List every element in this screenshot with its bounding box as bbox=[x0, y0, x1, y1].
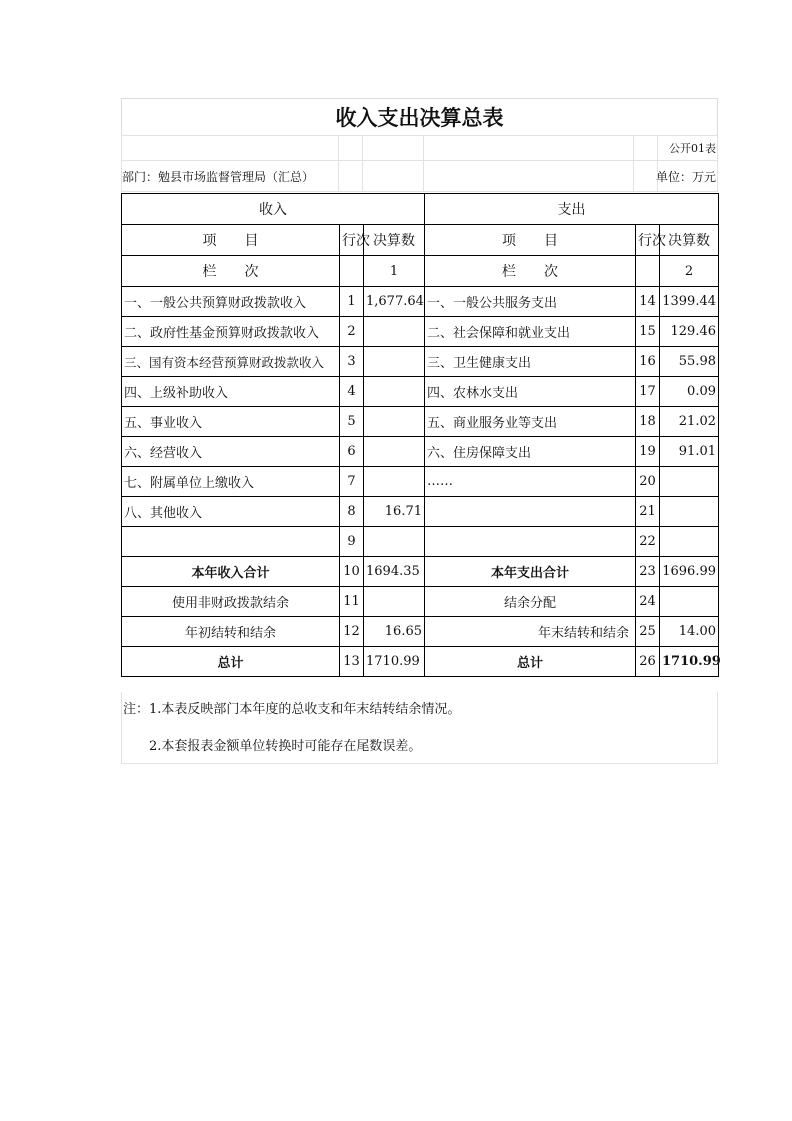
table-row bbox=[122, 377, 719, 407]
expense-item: 一、一般公共服务支出 bbox=[425, 287, 636, 317]
grid-cell bbox=[423, 135, 634, 161]
income-total-value: 1694.35 bbox=[364, 557, 425, 587]
expense-amount bbox=[660, 527, 719, 557]
income-item-header: 项 目 bbox=[122, 225, 340, 256]
income-col-number: 1 bbox=[364, 256, 425, 287]
income-amount bbox=[364, 407, 425, 437]
expense-line-no: 19 bbox=[636, 437, 660, 467]
income-total-label: 本年收入合计 bbox=[122, 557, 340, 587]
income-line-no: 4 bbox=[340, 377, 364, 407]
empty-cell bbox=[636, 256, 660, 287]
income-item: 四、上级补助收入 bbox=[122, 377, 340, 407]
grid-cell bbox=[121, 135, 339, 161]
unit-label: 单位：万元 bbox=[655, 169, 716, 184]
column-number-row bbox=[122, 256, 719, 287]
income-item: 五、事业收入 bbox=[122, 407, 340, 437]
income-amount bbox=[364, 377, 425, 407]
income-line-no: 5 bbox=[340, 407, 364, 437]
notes-section bbox=[121, 692, 718, 764]
income-line-no: 11 bbox=[340, 587, 364, 617]
income-line-no: 6 bbox=[340, 437, 364, 467]
table-row bbox=[122, 497, 719, 527]
income-amount bbox=[364, 347, 425, 377]
expense-amount bbox=[660, 497, 719, 527]
grid-cell bbox=[362, 135, 424, 161]
expense-line-no: 25 bbox=[636, 617, 660, 647]
expense-line-no: 14 bbox=[636, 287, 660, 317]
income-header: 收入 bbox=[122, 194, 425, 225]
income-amount: 1,677.64 bbox=[364, 287, 425, 317]
expense-item-header: 项 目 bbox=[425, 225, 636, 256]
income-line-no: 10 bbox=[340, 557, 364, 587]
expense-amount-header: 决算数 bbox=[660, 225, 719, 256]
expense-amount: 21.02 bbox=[660, 407, 719, 437]
expense-total-label: 本年支出合计 bbox=[425, 557, 636, 587]
income-item: 八、其他收入 bbox=[122, 497, 340, 527]
note-1: 注：1.本表反映部门本年度的总收支和年末结转结余情况。 bbox=[123, 702, 461, 717]
income-grand-total-value: 1710.99 bbox=[364, 647, 425, 677]
expense-item: …… bbox=[425, 467, 636, 497]
income-item: 二、政府性基金预算财政拨款收入 bbox=[122, 317, 340, 347]
summary-row bbox=[122, 617, 719, 647]
income-item: 七、附属单位上缴收入 bbox=[122, 467, 340, 497]
income-amount bbox=[364, 527, 425, 557]
header-columns-row bbox=[122, 225, 719, 256]
expense-line-no: 18 bbox=[636, 407, 660, 437]
income-item: 一、一般公共预算财政拨款收入 bbox=[122, 287, 340, 317]
grid-cell bbox=[338, 135, 363, 161]
expense-line-no: 23 bbox=[636, 557, 660, 587]
report-title: 收入支出决算总表 bbox=[121, 98, 718, 136]
grid-cell bbox=[423, 160, 634, 192]
income-line-no: 8 bbox=[340, 497, 364, 527]
expense-summary-value bbox=[660, 587, 719, 617]
table-row bbox=[122, 347, 719, 377]
table-row bbox=[122, 467, 719, 497]
income-line-no: 9 bbox=[340, 527, 364, 557]
expense-line-no: 21 bbox=[636, 497, 660, 527]
expense-amount: 91.01 bbox=[660, 437, 719, 467]
grid-cell bbox=[338, 160, 363, 192]
expense-item bbox=[425, 527, 636, 557]
header-section-row bbox=[122, 194, 719, 225]
table-code-row bbox=[121, 135, 718, 161]
expense-grand-total-value: 1710.99 bbox=[660, 647, 719, 677]
expense-line-no: 20 bbox=[636, 467, 660, 497]
expense-line-no: 22 bbox=[636, 527, 660, 557]
expense-line-no: 16 bbox=[636, 347, 660, 377]
note-2: 2.本套报表金额单位转换时可能存在尾数误差。 bbox=[149, 739, 422, 754]
income-item bbox=[122, 527, 340, 557]
table-row bbox=[122, 527, 719, 557]
table-row bbox=[122, 287, 719, 317]
expense-line-header: 行次 bbox=[636, 225, 660, 256]
expense-amount: 55.98 bbox=[660, 347, 719, 377]
income-item: 六、经营收入 bbox=[122, 437, 340, 467]
income-line-no: 1 bbox=[340, 287, 364, 317]
budget-table bbox=[121, 193, 719, 677]
income-amount: 16.71 bbox=[364, 497, 425, 527]
income-col-label: 栏 次 bbox=[122, 256, 340, 287]
expense-summary-value: 14.00 bbox=[660, 617, 719, 647]
expense-line-no: 15 bbox=[636, 317, 660, 347]
table-row bbox=[122, 437, 719, 467]
report-sheet bbox=[121, 98, 721, 764]
expense-amount: 129.46 bbox=[660, 317, 719, 347]
expense-line-no: 24 bbox=[636, 587, 660, 617]
income-line-no: 7 bbox=[340, 467, 364, 497]
income-line-no: 12 bbox=[340, 617, 364, 647]
income-summary-value: 16.65 bbox=[364, 617, 425, 647]
expense-col-label: 栏 次 bbox=[425, 256, 636, 287]
expense-item: 二、社会保障和就业支出 bbox=[425, 317, 636, 347]
expense-item: 五、商业服务业等支出 bbox=[425, 407, 636, 437]
department-label: 部门：勉县市场监督管理局（汇总） bbox=[122, 169, 315, 184]
expense-item: 四、农林水支出 bbox=[425, 377, 636, 407]
table-row bbox=[122, 317, 719, 347]
expense-item bbox=[425, 497, 636, 527]
expense-header: 支出 bbox=[425, 194, 719, 225]
expense-amount: 0.09 bbox=[660, 377, 719, 407]
income-line-no: 13 bbox=[340, 647, 364, 677]
income-summary-value bbox=[364, 587, 425, 617]
income-summary-label: 年初结转和结余 bbox=[122, 617, 340, 647]
grand-total-row bbox=[122, 647, 719, 677]
summary-row-annual-total bbox=[122, 557, 719, 587]
income-line-no: 3 bbox=[340, 347, 364, 377]
income-line-header: 行次 bbox=[340, 225, 364, 256]
empty-cell bbox=[340, 256, 364, 287]
table-code: 公开01表 bbox=[669, 142, 716, 155]
expense-amount: 1399.44 bbox=[660, 287, 719, 317]
expense-line-no: 26 bbox=[636, 647, 660, 677]
income-amount-header: 决算数 bbox=[364, 225, 425, 256]
grid-cell bbox=[362, 160, 424, 192]
department-row bbox=[121, 160, 718, 192]
expense-total-value: 1696.99 bbox=[660, 557, 719, 587]
income-item: 三、国有资本经营预算财政拨款收入 bbox=[122, 347, 340, 377]
expense-item: 六、住房保障支出 bbox=[425, 437, 636, 467]
income-amount bbox=[364, 437, 425, 467]
income-amount bbox=[364, 317, 425, 347]
expense-summary-label: 结余分配 bbox=[425, 587, 636, 617]
expense-line-no: 17 bbox=[636, 377, 660, 407]
expense-item: 三、卫生健康支出 bbox=[425, 347, 636, 377]
grid-cell bbox=[633, 160, 658, 192]
income-line-no: 2 bbox=[340, 317, 364, 347]
summary-row bbox=[122, 587, 719, 617]
expense-grand-total-label: 总计 bbox=[425, 647, 636, 677]
income-grand-total-label: 总计 bbox=[122, 647, 340, 677]
income-summary-label: 使用非财政拨款结余 bbox=[122, 587, 340, 617]
grid-cell bbox=[633, 135, 658, 161]
expense-summary-label: 年末结转和结余 bbox=[425, 617, 636, 647]
table-row bbox=[122, 407, 719, 437]
income-amount bbox=[364, 467, 425, 497]
expense-col-number: 2 bbox=[660, 256, 719, 287]
expense-amount bbox=[660, 467, 719, 497]
